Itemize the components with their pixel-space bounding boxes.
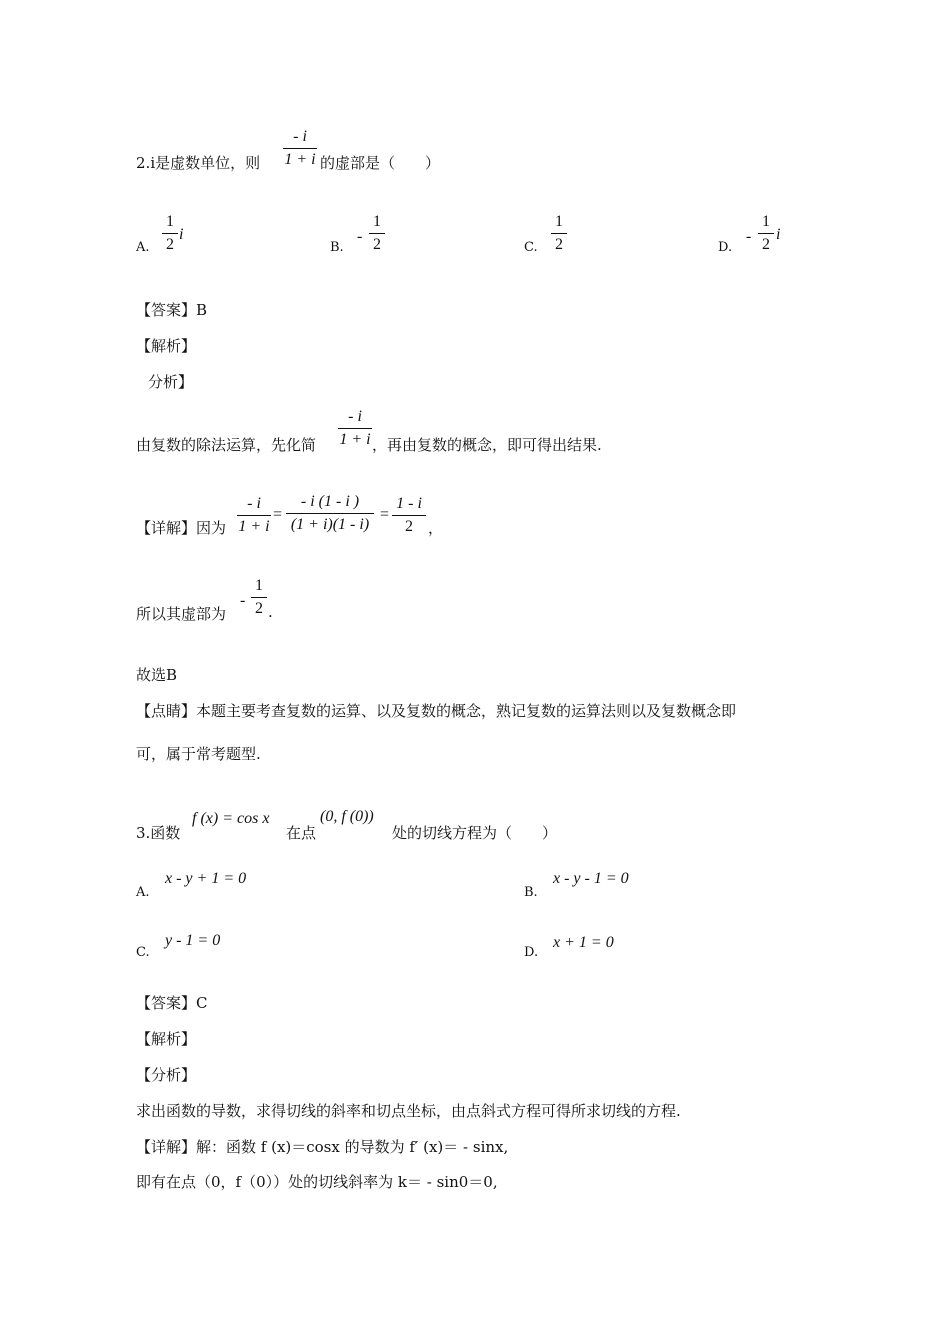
fraction-bar (369, 233, 385, 234)
fraction-bar (551, 233, 567, 234)
q2-detail-fraction-2 (286, 492, 374, 535)
q2-fenxi-fraction (338, 407, 372, 450)
fraction-numerator: - i (1 - i ) (300, 493, 360, 510)
q3-point: (0, f (0)) (320, 808, 374, 825)
fraction-numerator: 1 - i (396, 495, 422, 512)
fraction-denominator: 2 (405, 518, 413, 535)
fraction-numerator: - i (247, 495, 261, 512)
q3-option-b-expr: x - y - 1 = 0 (553, 870, 629, 887)
q3-option-a-letter: A. (136, 885, 150, 900)
fraction-bar (338, 428, 372, 429)
fraction-denominator: 1 + i (339, 431, 371, 448)
q2-detail-equals-1: = (273, 506, 283, 523)
q2-option-a-letter: A. (136, 240, 150, 255)
q2-i-char: i (150, 154, 156, 172)
q3-option-a-expr: x - y + 1 = 0 (165, 870, 247, 887)
q2-text-after: 的虚部是（ ） (320, 154, 441, 172)
q2-so-fraction (251, 576, 267, 619)
fraction-denominator: 1 + i (284, 151, 316, 168)
q2-number: 2. (136, 154, 151, 172)
q2-stem-fraction (283, 127, 317, 170)
q2-choose: 故选B (136, 666, 178, 684)
q2-option-c-letter: C. (524, 240, 538, 255)
q2-detail-comma: ， (428, 519, 444, 537)
q2-option-d-sign: - (746, 228, 752, 245)
q3-end-text: 处的切线方程为（ ） (392, 824, 558, 842)
q3-option-d-letter: D. (524, 945, 539, 960)
fraction-numerator: 1 (762, 213, 770, 230)
q3-function: f (x) = cos x (192, 810, 270, 827)
q3-fenxi-heading: 【分析】 (136, 1066, 197, 1084)
fraction-numerator: 1 (373, 213, 381, 230)
q2-option-a-suffix: i (179, 226, 184, 243)
fraction-bar (283, 148, 317, 149)
q3-option-c-letter: C. (136, 945, 150, 960)
fraction-bar (286, 513, 374, 514)
q3-option-c-expr: y - 1 = 0 (165, 932, 221, 949)
fraction-denominator: 2 (762, 236, 770, 253)
fraction-numerator: - i (348, 408, 362, 425)
fraction-denominator: 2 (255, 600, 263, 617)
q2-so-text: 所以其虚部为 (136, 605, 227, 623)
q3-option-d-expr: x + 1 = 0 (553, 934, 614, 951)
fraction-bar (758, 233, 774, 234)
q3-option-b-letter: B. (524, 885, 538, 900)
q2-detail-fraction-1 (237, 494, 271, 537)
fraction-bar (162, 233, 178, 234)
fraction-bar (251, 597, 267, 598)
q2-comment-line2: 可，属于常考题型. (136, 745, 261, 763)
q2-option-c-fraction (551, 212, 567, 255)
fraction-denominator: 1 + i (238, 518, 270, 535)
q3-fenxi-text: 求出函数的导数，求得切线的斜率和切点坐标，由点斜式方程可得所求切线的方程. (136, 1102, 681, 1120)
q2-so-sign: - (240, 592, 246, 609)
q2-fenxi-heading: 分析】 (148, 373, 194, 391)
q2-answer: 【答案】B (136, 301, 208, 319)
q3-jiexi-heading: 【解析】 (136, 1030, 197, 1048)
q2-so-end: . (268, 603, 273, 621)
fraction-denominator: 2 (555, 236, 563, 253)
q2-option-b-fraction (369, 212, 385, 255)
q3-detail-line2: 即有在点（0，f（0））处的切线斜率为 k＝ - sin0＝0, (136, 1173, 498, 1191)
q2-text-before: 是虚数单位，则 (155, 154, 261, 172)
fraction-bar (392, 515, 426, 516)
q3-answer: 【答案】C (136, 994, 208, 1012)
q2-option-d-fraction (758, 212, 774, 255)
q2-detail-equals-2: = (380, 506, 390, 523)
q2-fenxi-text-before: 由复数的除法运算，先化简 (136, 436, 317, 454)
q3-prefix: 3.函数 (136, 824, 181, 842)
fraction-denominator: (1 + i)(1 - i) (290, 516, 370, 533)
fraction-denominator: 2 (166, 236, 174, 253)
q2-option-b-sign: - (357, 228, 363, 245)
fraction-numerator: - i (293, 128, 307, 145)
q2-option-b-letter: B. (330, 240, 344, 255)
q2-detail-fraction-3 (392, 494, 426, 537)
q2-fenxi-text-after: ，再由复数的概念，即可得出结果. (372, 436, 602, 454)
fraction-numerator: 1 (255, 577, 263, 594)
fraction-numerator: 1 (166, 213, 174, 230)
fraction-denominator: 2 (373, 236, 381, 253)
q2-stem (136, 152, 260, 173)
q2-jiexi-heading: 【解析】 (136, 337, 197, 355)
q3-mid-text: 在点 (286, 824, 317, 842)
q2-option-d-letter: D. (718, 240, 733, 255)
q3-detail-line1: 【详解】解：函数 f (x)＝cosx 的导数为 f′ (x)＝ - sinx, (136, 1138, 509, 1156)
q2-option-a-fraction (162, 212, 178, 255)
q2-comment-line1: 【点睛】本题主要考查复数的运算、以及复数的概念，熟记复数的运算法则以及复数概念即 (136, 702, 737, 720)
q2-detail-label: 【详解】因为 (136, 519, 227, 537)
q2-option-d-suffix: i (776, 226, 781, 243)
fraction-bar (237, 515, 271, 516)
fraction-numerator: 1 (555, 213, 563, 230)
